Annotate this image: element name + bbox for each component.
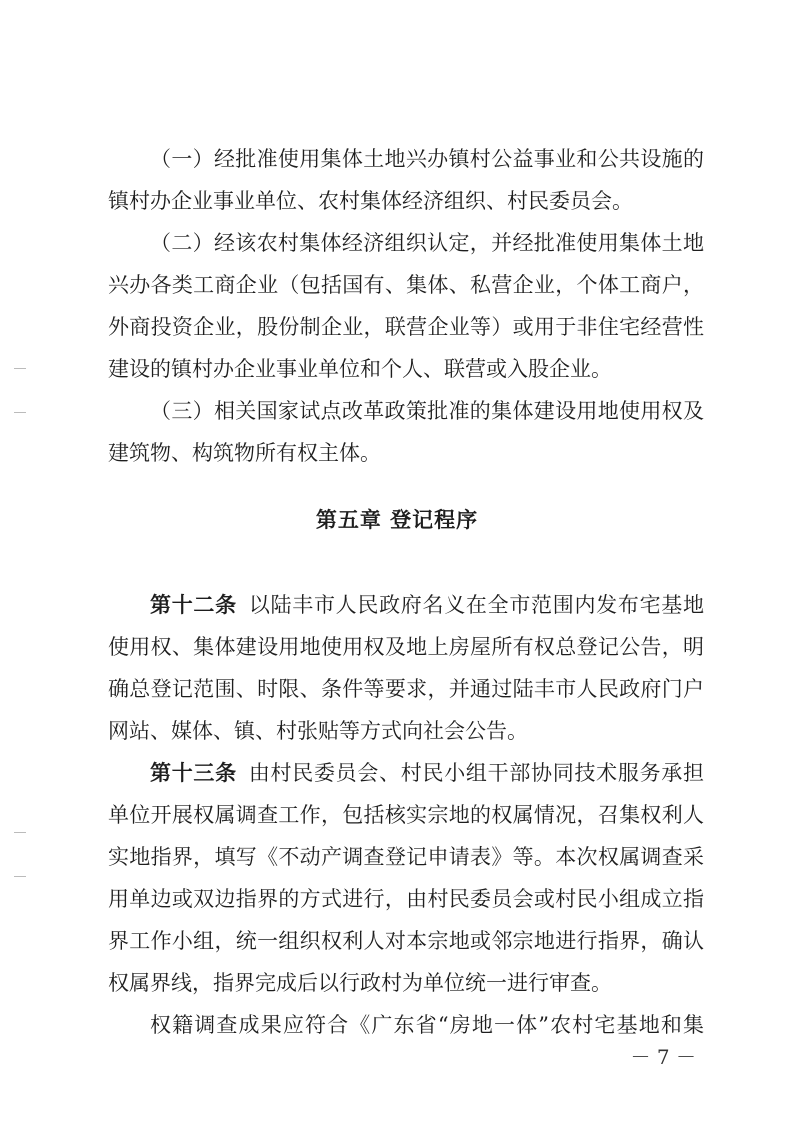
article-13-line-6: 权属界线，指界完成后以行政村为单位统一进行审查。	[108, 971, 612, 995]
paragraph-2-line-2: 兴办各类工商企业（包括国有、集体、私营企业，个体工商户，	[108, 273, 704, 297]
chapter-heading: 第五章 登记程序	[315, 508, 479, 532]
article-12-line-3: 确总登记范围、时限、条件等要求，并通过陆丰市人民政府门户	[108, 677, 704, 701]
scan-mark	[14, 832, 26, 833]
article-13-line-5: 界工作小组，统一组织权利人对本宗地或邻宗地进行指界，确认	[108, 929, 704, 953]
paragraph-2-line-3: 外商投资企业，股份制企业，联营企业等）或用于非住宅经营性	[108, 315, 704, 339]
paragraph-3-line-2: 建筑物、构筑物所有权主体。	[108, 441, 381, 465]
article-12-line-4: 网站、媒体、镇、村张贴等方式向社会公告。	[108, 719, 528, 743]
article-13-line-2: 单位开展权属调查工作，包括核实宗地的权属情况，召集权利人	[108, 803, 704, 827]
page-number: － 7 －	[630, 1045, 696, 1069]
article-13-label: 第十三条	[150, 761, 237, 785]
article-12-line-1	[150, 590, 704, 620]
article-13-line-1-text: 由村民委员会、村民小组干部协同技术服务承担	[248, 761, 704, 785]
article-12-line-1-text: 以陆丰市人民政府名义在全市范围内发布宅基地	[248, 593, 704, 617]
article-12-line-2: 使用权、集体建设用地使用权及地上房屋所有权总登记公告，明	[108, 635, 704, 659]
article-12-label: 第十二条	[150, 593, 237, 617]
scan-mark	[14, 876, 26, 877]
scan-mark	[14, 412, 26, 413]
paragraph-1-line-1: （一）经批准使用集体土地兴办镇村公益事业和公共设施的	[150, 147, 704, 171]
article-13-line-1	[150, 758, 704, 788]
article-13-line-4: 用单边或双边指界的方式进行，由村民委员会或村民小组成立指	[108, 887, 704, 911]
article-13-line-3: 实地指界，填写《不动产调查登记申请表》等。本次权属调查采	[108, 845, 704, 869]
paragraph-3-line-1: （三）相关国家试点改革政策批准的集体建设用地使用权及	[150, 399, 704, 423]
scan-mark	[14, 368, 26, 369]
paragraph-2-line-1: （二）经该农村集体经济组织认定，并经批准使用集体土地	[150, 231, 704, 255]
final-paragraph-line-1: 权籍调查成果应符合《广东省“房地一体”农村宅基地和集	[150, 1013, 704, 1037]
paragraph-1-line-2: 镇村办企业事业单位、农村集体经济组织、村民委员会。	[108, 189, 633, 213]
paragraph-2-line-4: 建设的镇村办企业事业单位和个人、联营或入股企业。	[108, 357, 612, 381]
